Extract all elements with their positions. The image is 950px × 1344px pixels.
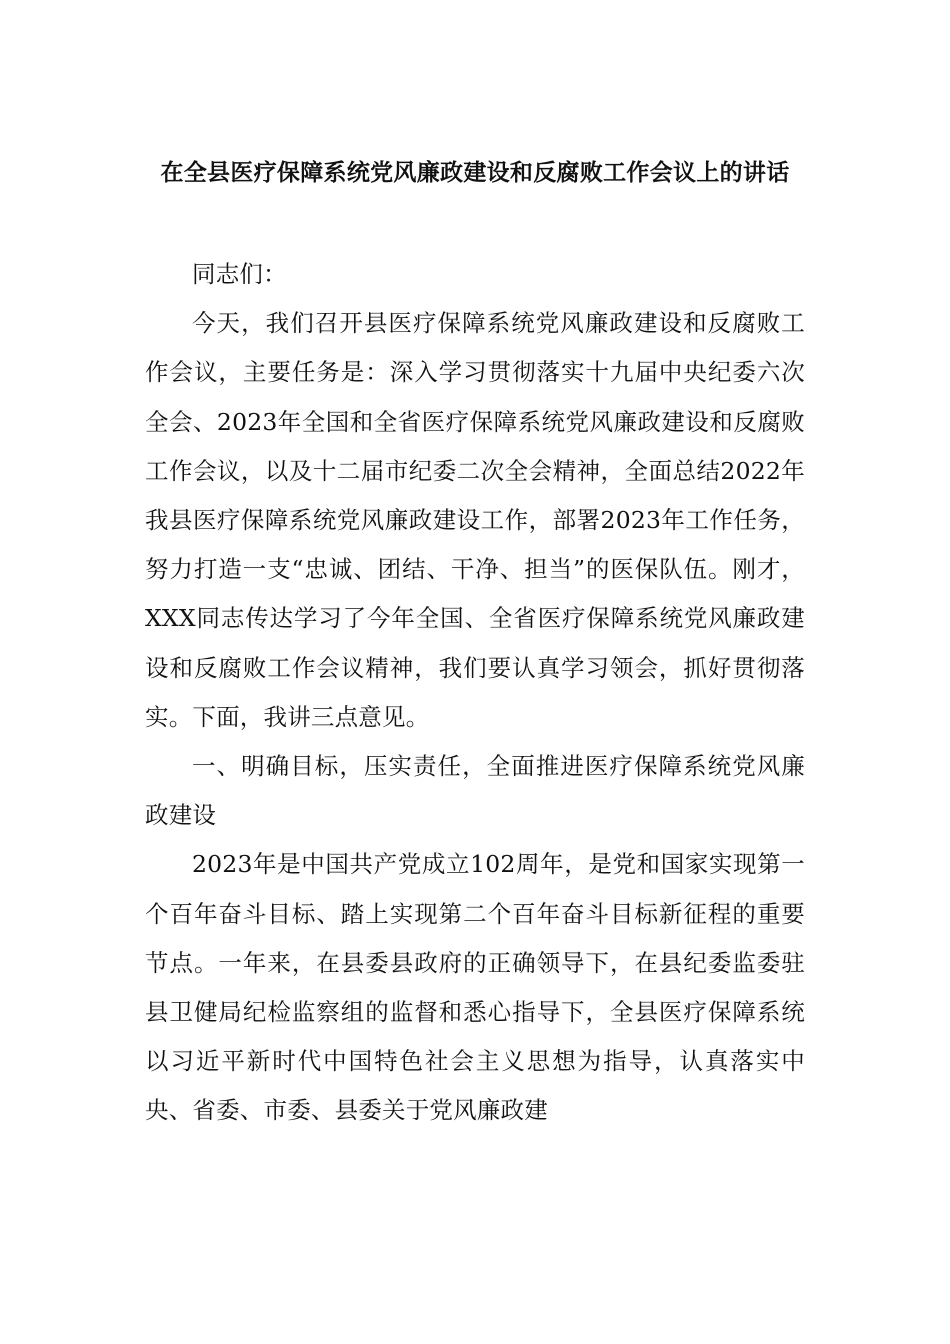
intro-paragraph: 今天，我们召开县医疗保障系统党风廉政建设和反腐败工作会议，主要任务是：深入学习贯彻落实十九届中央纪委六次全会、2023年全国和全省医疗保障系统党风廉政建设和反腐败工作会议，以及十二届市纪委二次全会精神，全面总结2022年我县医疗保障系统党风廉政建设工作，部署2023年工作任务，努力打造一支“忠诚、团结、干净、担当”的医保队伍。刚才，XXX同志传达学习了今年全国、全省医疗保障系统党风廉政建设和反腐败工作会议精神，我们要认真学习领会，抓好贯彻落实。下面，我讲三点意见。	[145, 309, 805, 731]
body-paragraph: 2023年是中国共产党成立102周年，是党和国家实现第一个百年奋斗目标、踏上实现第二个百年奋斗目标新征程的重要节点。一年来，在县委县政府的正确领导下，在县纪委监委驻县卫健局纪检监察组的监督和悉心指导下，全县医疗保障系统以习近平新时代中国特色社会主义思想为指导，认真落实中央、省委、市委、县委关于党风廉政建	[145, 850, 805, 1125]
document-body	[145, 250, 805, 1136]
document-title: 在全县医疗保障系统党风廉政建设和反腐败工作会议上的讲话	[160, 160, 790, 186]
salutation-paragraph: 同志们：	[192, 260, 287, 288]
section-heading: 一、明确目标，压实责任，全面推进医疗保障系统党风廉政建设	[145, 752, 805, 830]
